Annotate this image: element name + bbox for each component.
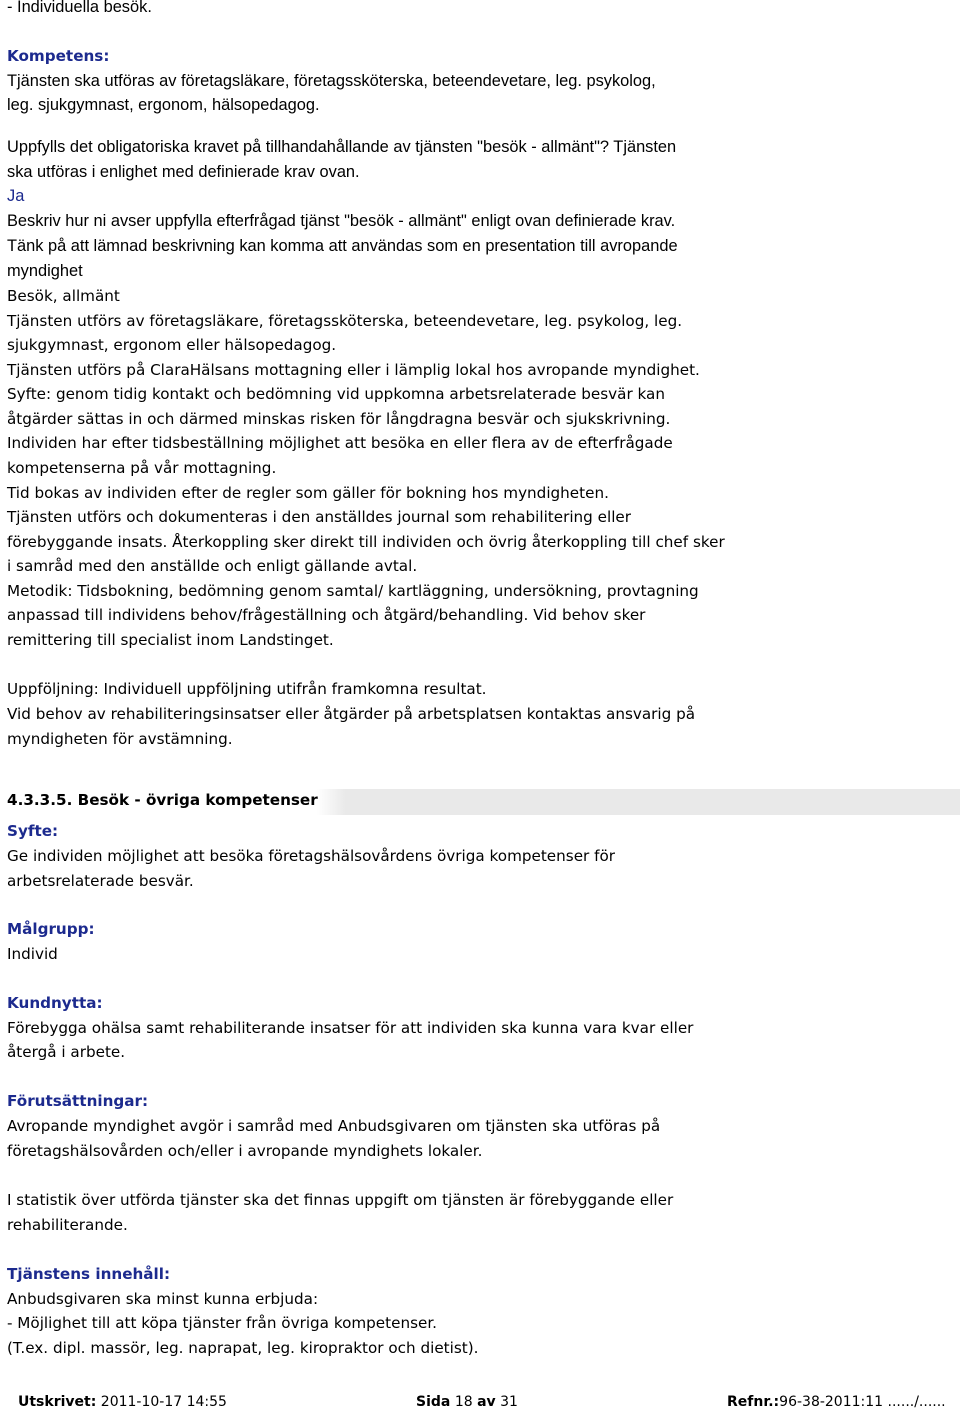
- requirement-question-2: ska utföras i enlighet med definierade krav ovan.: [7, 163, 360, 181]
- answer-line: Tjänsten utförs och dokumenteras i den anställdes journal som rehabilitering eller: [7, 508, 632, 526]
- innehall-text-1: Anbudsgivaren ska minst kunna erbjuda:: [7, 1290, 319, 1308]
- kundnytta-text-2: återgå i arbete.: [7, 1043, 126, 1061]
- list-line-individual-visits: - Individuella besök.: [7, 0, 152, 16]
- footer-page-total: 31: [500, 1394, 518, 1410]
- describe-instruction-2: Tänk på att lämnad beskrivning kan komma att användas som en presentation till avropande: [7, 237, 678, 255]
- footer-ref-label: Refnr.:: [727, 1394, 780, 1410]
- innehall-text-2: - Möjlighet till att köpa tjänster från övriga kompetenser.: [7, 1314, 438, 1332]
- answer-line: Tid bokas av individen efter de regler som gäller för bokning hos myndigheten.: [7, 484, 609, 502]
- answer-line: kompetenserna på vår mottagning.: [7, 459, 277, 477]
- answer-line: Tjänsten utförs på ClaraHälsans mottagning eller i lämplig lokal hos avropande myndighet.: [7, 361, 700, 379]
- kompetens-text-1: Tjänsten ska utföras av företagsläkare, företagssköterska, beteendevetare, leg. psykolog,: [7, 72, 656, 90]
- footer-printed-value: 2011-10-17 14:55: [100, 1394, 227, 1410]
- answer-line: Individen har efter tidsbeställning möjlighet att besöka en eller flera av de efterfrågade: [7, 434, 673, 452]
- syfte-text-1: Ge individen möjlighet att besöka företagshälsovårdens övriga kompetenser för: [7, 847, 615, 865]
- malgrupp-value: Individ: [7, 945, 58, 963]
- answer-line: i samråd med den anställde och enligt gällande avtal.: [7, 557, 418, 575]
- footer-page: [416, 1394, 518, 1410]
- answer-line: anpassad till individens behov/frågeställning och åtgärd/behandling. Vid behov sker: [7, 606, 646, 624]
- statistik-text-2: rehabiliterande.: [7, 1216, 128, 1234]
- section-heading: 4.3.3.5. Besök - övriga kompetenser: [7, 791, 318, 809]
- footer-printed: [18, 1394, 227, 1410]
- statistik-text-1: I statistik över utförda tjänster ska det finnas uppgift om tjänsten är förebyggande eller: [7, 1191, 674, 1209]
- footer-page-number: 18: [454, 1394, 473, 1410]
- syfte-label: Syfte:: [7, 822, 59, 840]
- footer-ref-value: 96-38-2011:11 ....../......: [779, 1394, 946, 1410]
- answer-line: Tjänsten utförs av företagsläkare, företagssköterska, beteendevetare, leg. psykolog, leg.: [7, 312, 683, 330]
- footer-ref: [727, 1394, 946, 1410]
- forutsattningar-text-2: företagshälsovården och/eller i avropande myndighets lokaler.: [7, 1142, 483, 1160]
- answer-line: Vid behov av rehabiliteringsinsatser eller åtgärder på arbetsplatsen kontaktas ansvarig på: [7, 705, 696, 723]
- answer-line: Uppföljning: Individuell uppföljning utifrån framkomna resultat.: [7, 680, 487, 698]
- requirement-question-1: Uppfylls det obligatoriska kravet på tillhandahållande av tjänsten "besök - allmänt"? Tjänsten: [7, 138, 677, 156]
- answer-line: myndigheten för avstämning.: [7, 730, 233, 748]
- requirement-answer: Ja: [7, 187, 25, 205]
- answer-line: Besök, allmänt: [7, 287, 120, 305]
- describe-instruction-3: myndighet: [7, 262, 83, 280]
- footer-page-of: av: [477, 1394, 496, 1410]
- innehall-text-3: (T.ex. dipl. massör, leg. naprapat, leg. kiropraktor och dietist).: [7, 1339, 479, 1357]
- kompetens-text-2: leg. sjukgymnast, ergonom, hälsopedagog.: [7, 96, 320, 114]
- syfte-text-2: arbetsrelaterade besvär.: [7, 872, 194, 890]
- answer-line: remittering till specialist inom Landstinget.: [7, 631, 334, 649]
- describe-instruction-1: Beskriv hur ni avser uppfylla efterfrågad tjänst "besök - allmänt" enligt ovan definierade krav.: [7, 212, 676, 230]
- answer-line: sjukgymnast, ergonom eller hälsopedagog.: [7, 336, 337, 354]
- answer-line: Syfte: genom tidig kontakt och bedömning vid uppkomna arbetsrelaterade besvär kan: [7, 385, 665, 403]
- malgrupp-label: Målgrupp:: [7, 920, 95, 938]
- forutsattningar-text-1: Avropande myndighet avgör i samråd med Anbudsgivaren om tjänsten ska utföras på: [7, 1117, 661, 1135]
- forutsattningar-label: Förutsättningar:: [7, 1092, 149, 1110]
- answer-line: åtgärder sättas in och därmed minskas risken för långdragna besvär och sjukskrivning.: [7, 410, 671, 428]
- kompetens-label: Kompetens:: [7, 47, 110, 65]
- answer-line: förebyggande insats. Återkoppling sker direkt till individen och övrig återkoppling till chef sker: [7, 533, 725, 551]
- innehall-label: Tjänstens innehåll:: [7, 1265, 171, 1283]
- footer-page-label: Sida: [416, 1394, 451, 1410]
- kundnytta-label: Kundnytta:: [7, 994, 103, 1012]
- kundnytta-text-1: Förebygga ohälsa samt rehabiliterande insatser för att individen ska kunna vara kvar eller: [7, 1019, 694, 1037]
- footer-printed-label: Utskrivet:: [18, 1394, 97, 1410]
- answer-line: Metodik: Tidsbokning, bedömning genom samtal/ kartläggning, undersökning, provtagning: [7, 582, 699, 600]
